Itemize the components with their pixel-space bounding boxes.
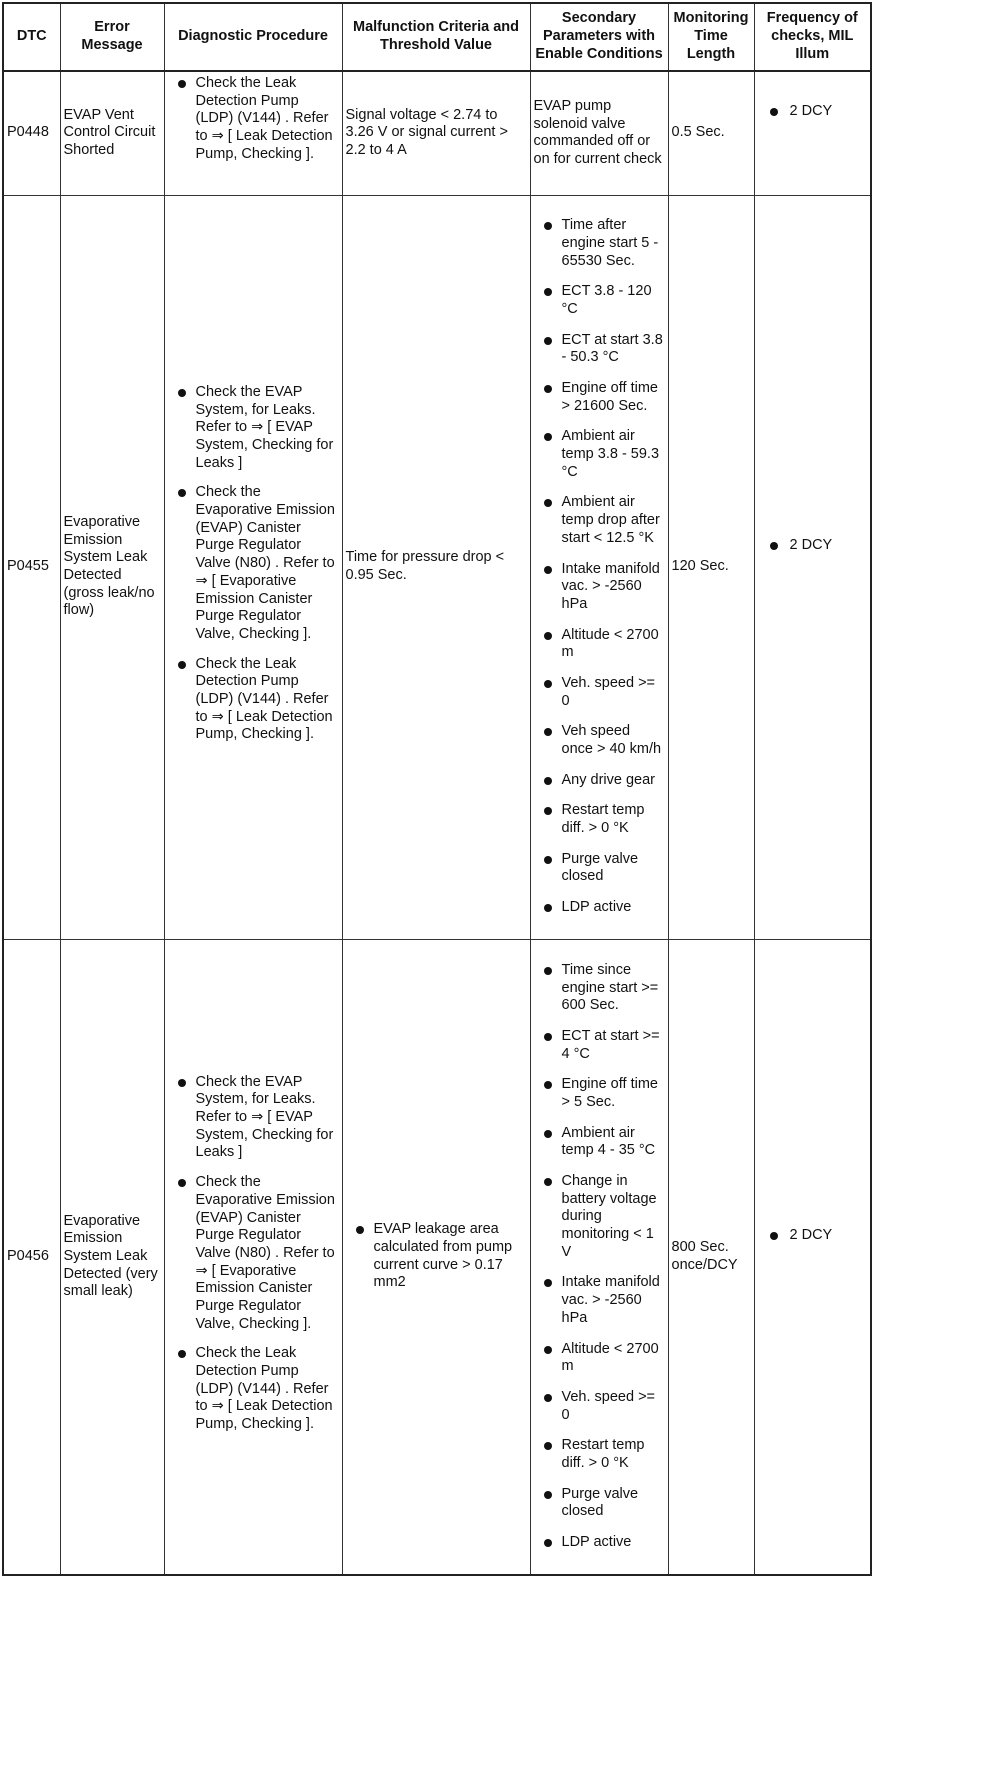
list-item — [534, 428, 665, 481]
header-frequency: Frequency of checks, MIL Illum — [754, 3, 871, 71]
list-item — [534, 1274, 665, 1327]
diagnostic-list — [168, 75, 339, 163]
list-item — [534, 675, 665, 710]
list-item — [534, 561, 665, 614]
list-item-text: Altitude < 2700 m — [561, 626, 659, 661]
header-diagnostic-procedure: Diagnostic Procedure — [164, 3, 342, 71]
list-item-text: Veh. speed >= 0 — [561, 674, 656, 709]
list-item — [534, 1437, 665, 1472]
dtc-table — [2, 2, 872, 1576]
diagnostic-procedure — [164, 71, 342, 195]
bullet-icon — [770, 1232, 778, 1240]
list-item — [168, 484, 339, 643]
error-message: Evaporative Emission System Leak Detected (very small leak) — [60, 939, 164, 1575]
malfunction-criteria: Time for pressure drop < 0.95 Sec. — [342, 195, 530, 939]
list-item — [534, 899, 665, 917]
list-item-text: Ambient air temp 3.8 - 59.3 °C — [561, 428, 660, 480]
monitoring-time: 0.5 Sec. — [668, 71, 754, 195]
list-item — [534, 723, 665, 758]
list-item — [534, 283, 665, 318]
bullet-icon — [544, 1442, 552, 1450]
list-item-text: Engine off time > 21600 Sec. — [561, 380, 658, 414]
list-item-text: Check the EVAP System, for Leaks. Refer to ⇒ [ EVAP System, Checking for Leaks ] — [195, 1073, 334, 1161]
list-item-text: Check the Leak Detection Pump (LDP) (V144) . Refer to ⇒ [ Leak Detection Pump, Checking ]. — [195, 1345, 333, 1433]
list-item-text: ECT at start 3.8 - 50.3 °C — [561, 331, 663, 366]
list-item-text: Purge valve closed — [561, 1485, 639, 1520]
list-item-text: Check the Leak Detection Pump (LDP) (V144) . Refer to ⇒ [ Leak Detection Pump, Checking ]. — [195, 655, 333, 743]
frequency-cell — [754, 71, 871, 195]
list-item — [534, 1341, 665, 1376]
secondary-list — [534, 217, 665, 917]
frequency-item — [758, 103, 868, 121]
list-item-text: Intake manifold vac. > -2560 hPa — [561, 560, 660, 612]
criteria-item — [346, 1221, 527, 1292]
bullet-icon — [544, 499, 552, 507]
list-item-text: Veh. speed >= 0 — [561, 1388, 656, 1423]
criteria-text: EVAP leakage area calculated from pump current curve > 0.17 mm2 — [373, 1221, 513, 1291]
bullet-icon — [544, 1539, 552, 1547]
error-message: Evaporative Emission System Leak Detected (gross leak/no flow) — [60, 195, 164, 939]
list-item-text: Check the Evaporative Emission (EVAP) Canister Purge Regulator Valve (N80) . Refer to ⇒ [ Evaporative Emission Canister Purge Regulator Valve, Checking ]. — [195, 484, 335, 642]
table-row — [3, 939, 871, 1575]
frequency-cell — [754, 939, 871, 1575]
bullet-icon — [770, 542, 778, 550]
list-item-text: ECT 3.8 - 120 °C — [561, 283, 652, 317]
bullet-icon — [178, 489, 186, 497]
bullet-icon — [178, 661, 186, 669]
diagnostic-list — [168, 384, 339, 744]
header-monitoring-time: Monitoring Time Length — [668, 3, 754, 71]
bullet-icon — [178, 389, 186, 397]
bullet-icon — [544, 1130, 552, 1138]
frequency-item — [758, 1227, 868, 1245]
list-item — [534, 1389, 665, 1424]
list-item-text: Ambient air temp 4 - 35 °C — [561, 1124, 656, 1159]
error-message: EVAP Vent Control Circuit Shorted — [60, 71, 164, 195]
table-row — [3, 71, 871, 195]
bullet-icon — [178, 1079, 186, 1087]
frequency-text: 2 DCY — [789, 103, 833, 120]
diagnostic-procedure — [164, 195, 342, 939]
bullet-icon — [178, 1350, 186, 1358]
bullet-icon — [544, 566, 552, 574]
bullet-icon — [544, 777, 552, 785]
list-item — [534, 851, 665, 886]
bullet-icon — [178, 1179, 186, 1187]
dtc-code: P0456 — [3, 939, 60, 1575]
monitoring-time: 120 Sec. — [668, 195, 754, 939]
dtc-code: P0455 — [3, 195, 60, 939]
bullet-icon — [544, 807, 552, 815]
bullet-icon — [544, 967, 552, 975]
dtc-code: P0448 — [3, 71, 60, 195]
list-item — [168, 75, 339, 163]
table-row — [3, 195, 871, 939]
list-item-text: Time since engine start >= 600 Sec. — [561, 961, 659, 1014]
list-item-text: Check the EVAP System, for Leaks. Refer to ⇒ [ EVAP System, Checking for Leaks ] — [195, 383, 334, 471]
list-item — [168, 656, 339, 744]
list-item-text: Check the Evaporative Emission (EVAP) Canister Purge Regulator Valve (N80) . Refer to ⇒ [ Evaporative Emission Canister Purge Regulator Valve, Checking ]. — [195, 1174, 335, 1332]
bullet-icon — [356, 1226, 364, 1234]
list-item — [534, 1486, 665, 1521]
list-item — [534, 494, 665, 547]
frequency-item — [758, 537, 868, 555]
frequency-text: 2 DCY — [789, 1226, 833, 1243]
header-secondary-parameters: Secondary Parameters with Enable Conditions — [530, 3, 668, 71]
bullet-icon — [544, 1178, 552, 1186]
list-item-text: ECT at start >= 4 °C — [561, 1027, 660, 1062]
list-item-text: Restart temp diff. > 0 °K — [561, 1437, 645, 1471]
monitoring-time: 800 Sec. once/DCY — [668, 939, 754, 1575]
malfunction-criteria — [342, 939, 530, 1575]
list-item — [534, 1028, 665, 1063]
list-item — [534, 1534, 665, 1552]
malfunction-criteria: Signal voltage < 2.74 to 3.26 V or signal current > 2.2 to 4 A — [342, 71, 530, 195]
list-item — [534, 772, 665, 790]
list-item-text: Ambient air temp drop after start < 12.5 °K — [561, 494, 660, 546]
header-row — [3, 3, 871, 71]
list-item-text: Change in battery voltage during monitoring < 1 V — [561, 1173, 657, 1260]
list-item-text: LDP active — [561, 899, 632, 916]
bullet-icon — [544, 222, 552, 230]
list-item — [534, 962, 665, 1015]
bullet-icon — [544, 1491, 552, 1499]
header-malfunction-criteria: Malfunction Criteria and Threshold Value — [342, 3, 530, 71]
frequency-text: 2 DCY — [789, 537, 833, 553]
list-item — [534, 217, 665, 270]
header-dtc: DTC — [3, 3, 60, 71]
bullet-icon — [544, 1033, 552, 1041]
list-item-text: Engine off time > 5 Sec. — [561, 1076, 658, 1110]
list-item-text: Any drive gear — [561, 771, 655, 788]
list-item — [168, 1345, 339, 1433]
list-item-text: Time after engine start 5 - 65530 Sec. — [561, 217, 659, 269]
secondary-parameters — [530, 939, 668, 1575]
bullet-icon — [544, 632, 552, 640]
bullet-icon — [544, 385, 552, 393]
bullet-icon — [178, 80, 186, 88]
list-item-text: Restart temp diff. > 0 °K — [561, 802, 645, 837]
diagnostic-procedure — [164, 939, 342, 1575]
bullet-icon — [770, 108, 778, 116]
bullet-icon — [544, 1346, 552, 1354]
bullet-icon — [544, 680, 552, 688]
list-item-text: Check the Leak Detection Pump (LDP) (V144) . Refer to ⇒ [ Leak Detection Pump, Checking ]. — [195, 75, 333, 162]
bullet-icon — [544, 288, 552, 296]
bullet-icon — [544, 433, 552, 441]
list-item — [534, 1076, 665, 1111]
list-item — [168, 1174, 339, 1333]
bullet-icon — [544, 337, 552, 345]
list-item-text: Altitude < 2700 m — [561, 1340, 659, 1375]
list-item-text: LDP active — [561, 1534, 632, 1550]
header-error-message: Error Message — [60, 3, 164, 71]
diagnostic-list — [168, 1074, 339, 1434]
bullet-icon — [544, 904, 552, 912]
list-item-text: Veh speed once > 40 km/h — [561, 723, 662, 757]
secondary-list — [534, 962, 665, 1552]
list-item — [534, 380, 665, 415]
list-item — [168, 1074, 339, 1162]
secondary-parameters: EVAP pump solenoid valve commanded off or on for current check — [530, 71, 668, 195]
list-item — [534, 1125, 665, 1160]
list-item — [534, 332, 665, 367]
bullet-icon — [544, 728, 552, 736]
bullet-icon — [544, 1394, 552, 1402]
list-item — [534, 1173, 665, 1261]
list-item — [534, 802, 665, 837]
list-item-text: Intake manifold vac. > -2560 hPa — [561, 1274, 660, 1326]
bullet-icon — [544, 1279, 552, 1287]
list-item-text: Purge valve closed — [561, 850, 639, 885]
bullet-icon — [544, 1081, 552, 1089]
list-item — [534, 627, 665, 662]
secondary-parameters — [530, 195, 668, 939]
frequency-cell — [754, 195, 871, 939]
list-item — [168, 384, 339, 472]
bullet-icon — [544, 856, 552, 864]
